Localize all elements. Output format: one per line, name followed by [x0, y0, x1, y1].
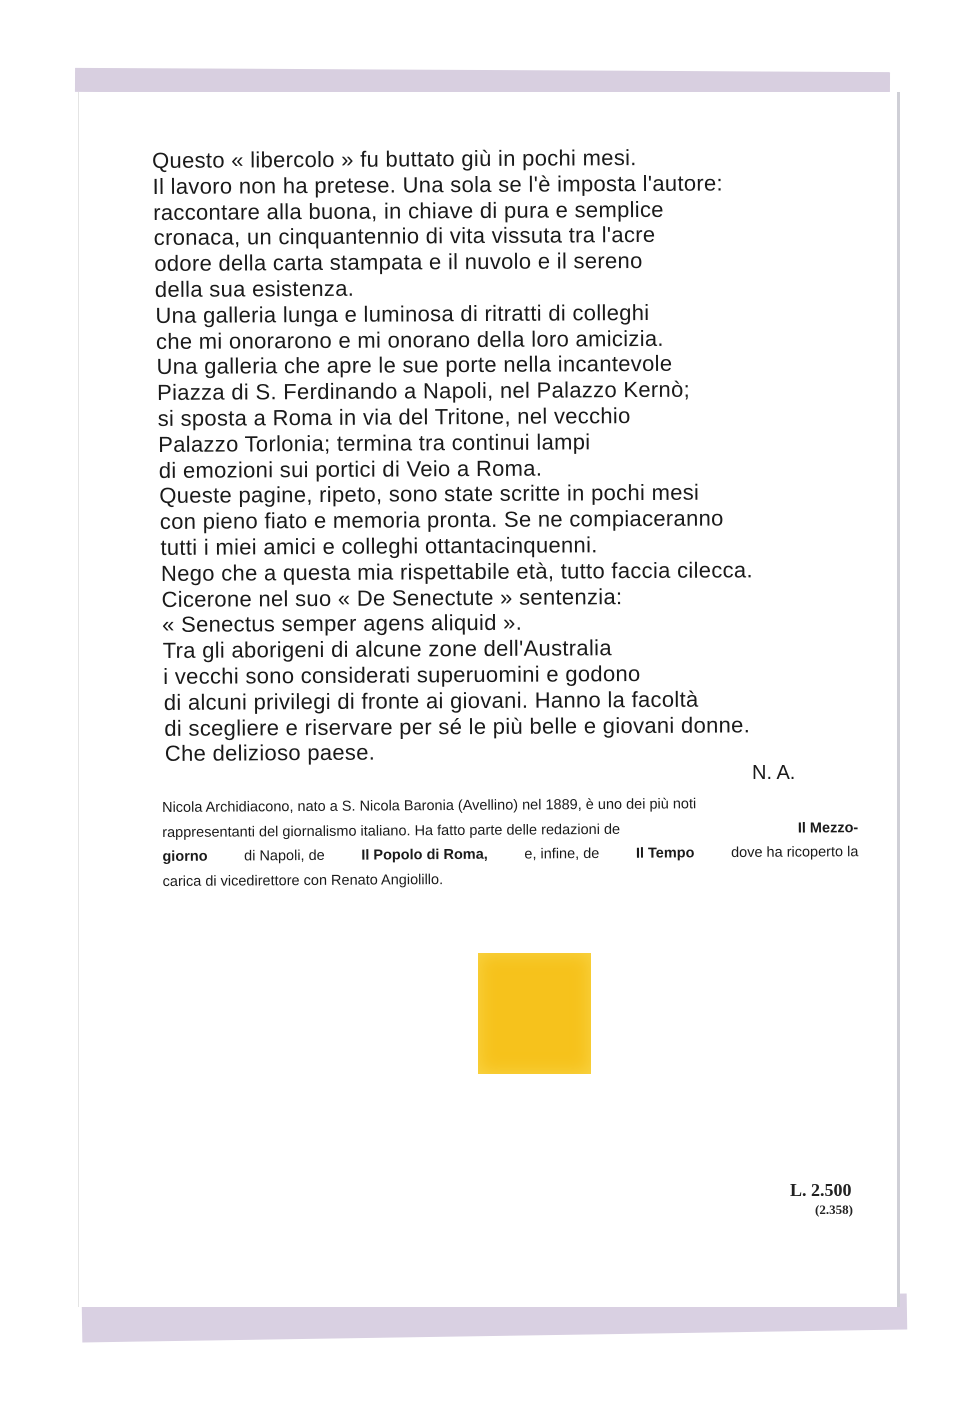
- blurb-line: Il lavoro non ha pretese. Una sola se l'è imposta l'autore:: [152, 170, 724, 199]
- blurb-line: si sposta a Roma in via del Tritone, nel vecchio: [157, 403, 631, 431]
- blurb-line: di scegliere e riservare per sé le più belle e giovani donne.: [164, 711, 751, 741]
- bio-line: [162, 840, 858, 869]
- newspaper-name: Il Tempo: [635, 845, 695, 862]
- bio-text: e, infine, de: [524, 845, 600, 863]
- blurb-line: raccontare alla buona, in chiave di pura e semplice: [153, 196, 664, 225]
- blurb-line: « Senectus semper agens aliquid ».: [162, 610, 523, 638]
- price: L. 2.500: [790, 1180, 852, 1200]
- blurb-line: Nego che a questa mia rispettabile età, tutto faccia cilecca.: [160, 557, 753, 586]
- blurb-line: Questo « libercolo » fu buttato giù in pochi mesi.: [152, 145, 637, 173]
- blurb-line: tutti i miei amici e colleghi ottantacinquenni.: [160, 532, 598, 560]
- blurb-line: con pieno fiato e memoria pronta. Se ne compiaceranno: [159, 505, 724, 535]
- price-secondary: (2.358): [815, 1202, 853, 1217]
- blurb-line: che mi onorarono e mi onorano della loro amicizia.: [155, 325, 664, 354]
- blurb-line: Palazzo Torlonia; termina tra continui lampi: [158, 429, 591, 457]
- blurb-text: [152, 144, 876, 768]
- blurb-line: Piazza di S. Ferdinando a Napoli, nel Palazzo Kernò;: [157, 376, 691, 406]
- signature-initials: N. A.: [752, 762, 796, 784]
- bio-text: Nicola Archidiacono, nato a S. Nicola Baronia (Avellino) nel 1889, è uno dei più noti: [162, 796, 697, 816]
- blurb-line: cronaca, un cinquantennio di vita vissuta tra l'acre: [153, 222, 656, 251]
- bio-text: carica di vicedirettore con Renato Angiolillo.: [162, 871, 444, 890]
- bio-text: di Napoli, de: [244, 847, 325, 865]
- blurb-line: i vecchi sono considerati superuomini e godono: [163, 660, 641, 689]
- blurb-line: di alcuni privilegi di fronte ai giovani. Hanno la facoltà: [163, 686, 699, 715]
- blurb-line: Cicerone nel suo « De Senectute » sentenzia:: [161, 583, 623, 612]
- newspaper-name: Il Mezzo-: [797, 819, 859, 837]
- blurb-line: Queste pagine, ripeto, sono state scritte in pochi mesi: [159, 480, 700, 509]
- blurb-line: Una galleria che apre le sue porte nella incantevole: [156, 351, 673, 380]
- yellow-color-block: [478, 953, 591, 1074]
- blurb-line: della sua esistenza.: [154, 275, 355, 302]
- blurb-line: Tra gli aborigeni di alcune zone dell'Australia: [162, 635, 612, 664]
- bio-text: rappresentanti del giornalismo italiano. Ha fatto parte delle redazioni de: [162, 821, 621, 841]
- blurb-line: di emozioni sui portici di Veio a Roma.: [158, 455, 543, 483]
- blurb-line: odore della carta stampata e il nuvolo e il sereno: [154, 248, 643, 277]
- bio-text: dove ha ricoperto la: [730, 844, 859, 862]
- blurb-line: Una galleria lunga e luminosa di ritratti di colleghi: [155, 299, 650, 328]
- bio-line: [163, 865, 859, 894]
- author-bio: [162, 791, 859, 894]
- newspaper-name: giorno: [162, 848, 208, 865]
- blurb-line: Che delizioso paese.: [164, 739, 376, 767]
- newspaper-name: Il Popolo di Roma,: [361, 846, 488, 864]
